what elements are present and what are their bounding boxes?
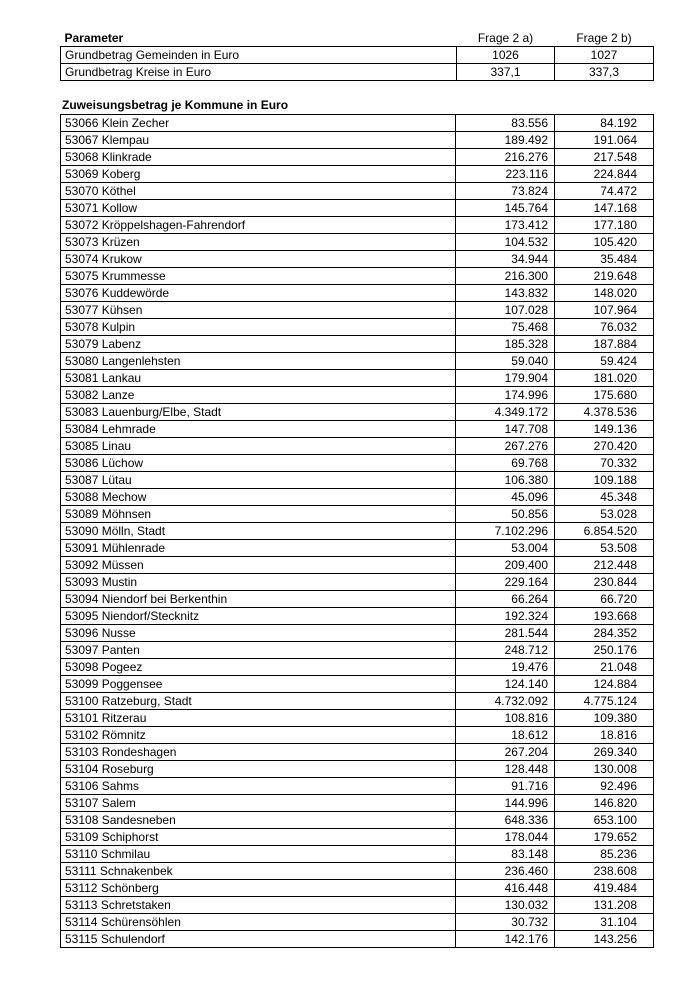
amount-frage-2b: 212.448 bbox=[555, 557, 654, 574]
parameter-row bbox=[61, 47, 654, 64]
amount-frage-2a: 66.264 bbox=[456, 591, 555, 608]
amount-frage-2a: 7.102.296 bbox=[456, 523, 555, 540]
amount-frage-2b: 66.720 bbox=[555, 591, 654, 608]
amount-frage-2a: 30.732 bbox=[456, 914, 555, 931]
amount-frage-2b: 148.020 bbox=[555, 285, 654, 302]
table-row bbox=[61, 319, 654, 336]
amount-frage-2b: 109.380 bbox=[555, 710, 654, 727]
amount-frage-2a: 281.544 bbox=[456, 625, 555, 642]
municipality-name: 53108 Sandesneben bbox=[61, 812, 456, 829]
municipality-name: 53086 Lüchow bbox=[61, 455, 456, 472]
table-row bbox=[61, 727, 654, 744]
amount-frage-2b: 230.844 bbox=[555, 574, 654, 591]
table-row bbox=[61, 744, 654, 761]
table-row bbox=[61, 353, 654, 370]
amount-frage-2b: 177.180 bbox=[555, 217, 654, 234]
municipality-name: 53079 Labenz bbox=[61, 336, 456, 353]
amount-frage-2b: 193.668 bbox=[555, 608, 654, 625]
amount-frage-2a: 189.492 bbox=[456, 132, 555, 149]
municipality-name: 53073 Krüzen bbox=[61, 234, 456, 251]
table-row bbox=[61, 268, 654, 285]
amount-frage-2a: 4.349.172 bbox=[456, 404, 555, 421]
table-row bbox=[61, 608, 654, 625]
amount-frage-2b: 59.424 bbox=[555, 353, 654, 370]
municipality-name: 53085 Linau bbox=[61, 438, 456, 455]
municipality-name: 53098 Pogeez bbox=[61, 659, 456, 676]
table-row bbox=[61, 166, 654, 183]
table-row bbox=[61, 540, 654, 557]
municipality-name: 53113 Schretstaken bbox=[61, 897, 456, 914]
amount-frage-2a: 4.732.092 bbox=[456, 693, 555, 710]
amount-frage-2b: 143.256 bbox=[555, 931, 654, 948]
municipality-name: 53067 Klempau bbox=[61, 132, 456, 149]
table-row bbox=[61, 625, 654, 642]
amount-frage-2b: 4.378.536 bbox=[555, 404, 654, 421]
amount-frage-2a: 144.996 bbox=[456, 795, 555, 812]
parameter-value-a: 337,1 bbox=[457, 64, 555, 81]
amount-frage-2b: 130.008 bbox=[555, 761, 654, 778]
amount-frage-2a: 83.556 bbox=[456, 115, 555, 132]
table-row bbox=[61, 285, 654, 302]
amount-frage-2a: 179.904 bbox=[456, 370, 555, 387]
table-row bbox=[61, 829, 654, 846]
amount-frage-2b: 238.608 bbox=[555, 863, 654, 880]
amount-frage-2a: 192.324 bbox=[456, 608, 555, 625]
amount-frage-2b: 270.420 bbox=[555, 438, 654, 455]
table-row bbox=[61, 931, 654, 948]
municipality-name: 53100 Ratzeburg, Stadt bbox=[61, 693, 456, 710]
amount-frage-2b: 107.964 bbox=[555, 302, 654, 319]
municipality-name: 53084 Lehmrade bbox=[61, 421, 456, 438]
amount-frage-2b: 4.775.124 bbox=[555, 693, 654, 710]
table-row bbox=[61, 506, 654, 523]
amount-frage-2b: 179.652 bbox=[555, 829, 654, 846]
amount-frage-2b: 147.168 bbox=[555, 200, 654, 217]
amount-frage-2b: 35.484 bbox=[555, 251, 654, 268]
municipality-name: 53069 Koberg bbox=[61, 166, 456, 183]
table-row bbox=[61, 557, 654, 574]
amount-frage-2b: 219.648 bbox=[555, 268, 654, 285]
amount-frage-2a: 83.148 bbox=[456, 846, 555, 863]
municipality-name: 53083 Lauenburg/Elbe, Stadt bbox=[61, 404, 456, 421]
amount-frage-2a: 178.044 bbox=[456, 829, 555, 846]
municipality-name: 53077 Kühsen bbox=[61, 302, 456, 319]
municipality-name: 53103 Rondeshagen bbox=[61, 744, 456, 761]
amount-frage-2a: 130.032 bbox=[456, 897, 555, 914]
parameter-label: Grundbetrag Kreise in Euro bbox=[61, 64, 457, 81]
amount-frage-2a: 267.276 bbox=[456, 438, 555, 455]
amount-frage-2b: 6.854.520 bbox=[555, 523, 654, 540]
municipality-name: 53101 Ritzerau bbox=[61, 710, 456, 727]
amount-frage-2a: 648.336 bbox=[456, 812, 555, 829]
amount-frage-2b: 85.236 bbox=[555, 846, 654, 863]
amount-frage-2b: 191.064 bbox=[555, 132, 654, 149]
table-row bbox=[61, 812, 654, 829]
municipality-name: 53094 Niendorf bei Berkenthin bbox=[61, 591, 456, 608]
municipality-name: 53066 Klein Zecher bbox=[61, 115, 456, 132]
table-row bbox=[61, 455, 654, 472]
municipality-name: 53095 Niendorf/Stecknitz bbox=[61, 608, 456, 625]
municipality-name: 53087 Lütau bbox=[61, 472, 456, 489]
municipality-name: 53097 Panten bbox=[61, 642, 456, 659]
municipality-name: 53080 Langenlehsten bbox=[61, 353, 456, 370]
amount-frage-2b: 124.884 bbox=[555, 676, 654, 693]
table-row bbox=[61, 302, 654, 319]
amount-frage-2b: 21.048 bbox=[555, 659, 654, 676]
municipality-name: 53106 Sahms bbox=[61, 778, 456, 795]
amount-frage-2a: 416.448 bbox=[456, 880, 555, 897]
table-row bbox=[61, 404, 654, 421]
amount-frage-2a: 248.712 bbox=[456, 642, 555, 659]
municipality-name: 53074 Krukow bbox=[61, 251, 456, 268]
amount-frage-2a: 34.944 bbox=[456, 251, 555, 268]
table-row bbox=[61, 336, 654, 353]
table-row bbox=[61, 438, 654, 455]
amount-frage-2a: 108.816 bbox=[456, 710, 555, 727]
amount-frage-2b: 31.104 bbox=[555, 914, 654, 931]
table-row bbox=[61, 863, 654, 880]
amount-frage-2a: 106.380 bbox=[456, 472, 555, 489]
amount-frage-2a: 145.764 bbox=[456, 200, 555, 217]
amount-frage-2a: 216.300 bbox=[456, 268, 555, 285]
table-row bbox=[61, 574, 654, 591]
table-row bbox=[61, 132, 654, 149]
table-row bbox=[61, 370, 654, 387]
amount-frage-2a: 59.040 bbox=[456, 353, 555, 370]
amount-frage-2b: 74.472 bbox=[555, 183, 654, 200]
amount-frage-2b: 149.136 bbox=[555, 421, 654, 438]
table-row bbox=[61, 183, 654, 200]
municipality-name: 53091 Mühlenrade bbox=[61, 540, 456, 557]
municipality-name: 53076 Kuddewörde bbox=[61, 285, 456, 302]
amount-frage-2b: 92.496 bbox=[555, 778, 654, 795]
table-row bbox=[61, 846, 654, 863]
allocation-title: Zuweisungsbetrag je Kommune in Euro bbox=[62, 98, 289, 112]
municipality-name: 53112 Schönberg bbox=[61, 880, 456, 897]
amount-frage-2a: 53.004 bbox=[456, 540, 555, 557]
amount-frage-2a: 174.996 bbox=[456, 387, 555, 404]
amount-frage-2b: 84.192 bbox=[555, 115, 654, 132]
municipality-name: 53109 Schiphorst bbox=[61, 829, 456, 846]
parameter-row bbox=[61, 64, 654, 81]
amount-frage-2a: 147.708 bbox=[456, 421, 555, 438]
parameter-header-col-b: Frage 2 b) bbox=[576, 31, 632, 45]
amount-frage-2b: 45.348 bbox=[555, 489, 654, 506]
table-row bbox=[61, 710, 654, 727]
amount-frage-2a: 216.276 bbox=[456, 149, 555, 166]
municipality-name: 53068 Klinkrade bbox=[61, 149, 456, 166]
table-row bbox=[61, 115, 654, 132]
table-row bbox=[61, 897, 654, 914]
parameter-value-b: 337,3 bbox=[555, 64, 654, 81]
amount-frage-2b: 181.020 bbox=[555, 370, 654, 387]
parameter-value-a: 1026 bbox=[457, 47, 555, 64]
amount-frage-2a: 107.028 bbox=[456, 302, 555, 319]
amount-frage-2b: 187.884 bbox=[555, 336, 654, 353]
municipality-name: 53099 Poggensee bbox=[61, 676, 456, 693]
amount-frage-2b: 146.820 bbox=[555, 795, 654, 812]
amount-frage-2a: 223.116 bbox=[456, 166, 555, 183]
municipality-name: 53088 Mechow bbox=[61, 489, 456, 506]
amount-frage-2a: 18.612 bbox=[456, 727, 555, 744]
amount-frage-2b: 419.484 bbox=[555, 880, 654, 897]
table-row bbox=[61, 217, 654, 234]
amount-frage-2a: 69.768 bbox=[456, 455, 555, 472]
table-row bbox=[61, 523, 654, 540]
table-row bbox=[61, 659, 654, 676]
table-row bbox=[61, 591, 654, 608]
municipality-name: 53110 Schmilau bbox=[61, 846, 456, 863]
municipality-name: 53115 Schulendorf bbox=[61, 931, 456, 948]
amount-frage-2a: 142.176 bbox=[456, 931, 555, 948]
amount-frage-2b: 18.816 bbox=[555, 727, 654, 744]
parameter-value-b: 1027 bbox=[555, 47, 654, 64]
municipality-name: 53072 Kröppelshagen-Fahrendorf bbox=[61, 217, 456, 234]
municipality-name: 53090 Mölln, Stadt bbox=[61, 523, 456, 540]
amount-frage-2b: 53.028 bbox=[555, 506, 654, 523]
amount-frage-2a: 19.476 bbox=[456, 659, 555, 676]
amount-frage-2b: 131.208 bbox=[555, 897, 654, 914]
amount-frage-2a: 75.468 bbox=[456, 319, 555, 336]
table-row bbox=[61, 676, 654, 693]
table-row bbox=[61, 149, 654, 166]
allocation-table bbox=[60, 114, 654, 948]
amount-frage-2a: 236.460 bbox=[456, 863, 555, 880]
table-row bbox=[61, 642, 654, 659]
municipality-name: 53092 Müssen bbox=[61, 557, 456, 574]
municipality-name: 53089 Möhnsen bbox=[61, 506, 456, 523]
municipality-name: 53107 Salem bbox=[61, 795, 456, 812]
allocation-table-body bbox=[61, 115, 654, 948]
table-row bbox=[61, 421, 654, 438]
table-row bbox=[61, 251, 654, 268]
amount-frage-2a: 45.096 bbox=[456, 489, 555, 506]
amount-frage-2b: 217.548 bbox=[555, 149, 654, 166]
table-row bbox=[61, 761, 654, 778]
amount-frage-2a: 173.412 bbox=[456, 217, 555, 234]
parameter-header-col-a: Frage 2 a) bbox=[477, 31, 534, 45]
municipality-name: 53075 Krummesse bbox=[61, 268, 456, 285]
municipality-name: 53102 Römnitz bbox=[61, 727, 456, 744]
table-row bbox=[61, 489, 654, 506]
amount-frage-2a: 267.204 bbox=[456, 744, 555, 761]
municipality-name: 53096 Nusse bbox=[61, 625, 456, 642]
amount-frage-2a: 185.328 bbox=[456, 336, 555, 353]
municipality-name: 53104 Roseburg bbox=[61, 761, 456, 778]
amount-frage-2a: 229.164 bbox=[456, 574, 555, 591]
amount-frage-2a: 143.832 bbox=[456, 285, 555, 302]
amount-frage-2b: 653.100 bbox=[555, 812, 654, 829]
amount-frage-2b: 250.176 bbox=[555, 642, 654, 659]
table-row bbox=[61, 200, 654, 217]
table-row bbox=[61, 795, 654, 812]
municipality-name: 53081 Lankau bbox=[61, 370, 456, 387]
amount-frage-2b: 53.508 bbox=[555, 540, 654, 557]
amount-frage-2b: 109.188 bbox=[555, 472, 654, 489]
amount-frage-2a: 124.140 bbox=[456, 676, 555, 693]
amount-frage-2b: 269.340 bbox=[555, 744, 654, 761]
amount-frage-2b: 70.332 bbox=[555, 455, 654, 472]
municipality-name: 53071 Kollow bbox=[61, 200, 456, 217]
table-row bbox=[61, 387, 654, 404]
table-row bbox=[61, 778, 654, 795]
parameter-table bbox=[60, 30, 654, 81]
municipality-name: 53082 Lanze bbox=[61, 387, 456, 404]
amount-frage-2a: 73.824 bbox=[456, 183, 555, 200]
amount-frage-2a: 91.716 bbox=[456, 778, 555, 795]
municipality-name: 53078 Kulpin bbox=[61, 319, 456, 336]
amount-frage-2b: 175.680 bbox=[555, 387, 654, 404]
parameter-header-row bbox=[61, 30, 654, 47]
amount-frage-2b: 76.032 bbox=[555, 319, 654, 336]
table-row bbox=[61, 472, 654, 489]
municipality-name: 53114 Schürensöhlen bbox=[61, 914, 456, 931]
amount-frage-2b: 284.352 bbox=[555, 625, 654, 642]
amount-frage-2a: 104.532 bbox=[456, 234, 555, 251]
table-row bbox=[61, 693, 654, 710]
municipality-name: 53093 Mustin bbox=[61, 574, 456, 591]
amount-frage-2a: 209.400 bbox=[456, 557, 555, 574]
municipality-name: 53070 Köthel bbox=[61, 183, 456, 200]
municipality-name: 53111 Schnakenbek bbox=[61, 863, 456, 880]
amount-frage-2a: 50.856 bbox=[456, 506, 555, 523]
parameter-label: Grundbetrag Gemeinden in Euro bbox=[61, 47, 457, 64]
amount-frage-2b: 224.844 bbox=[555, 166, 654, 183]
amount-frage-2b: 105.420 bbox=[555, 234, 654, 251]
table-row bbox=[61, 234, 654, 251]
table-row bbox=[61, 914, 654, 931]
amount-frage-2a: 128.448 bbox=[456, 761, 555, 778]
parameter-header-label: Parameter bbox=[64, 31, 124, 45]
table-row bbox=[61, 880, 654, 897]
